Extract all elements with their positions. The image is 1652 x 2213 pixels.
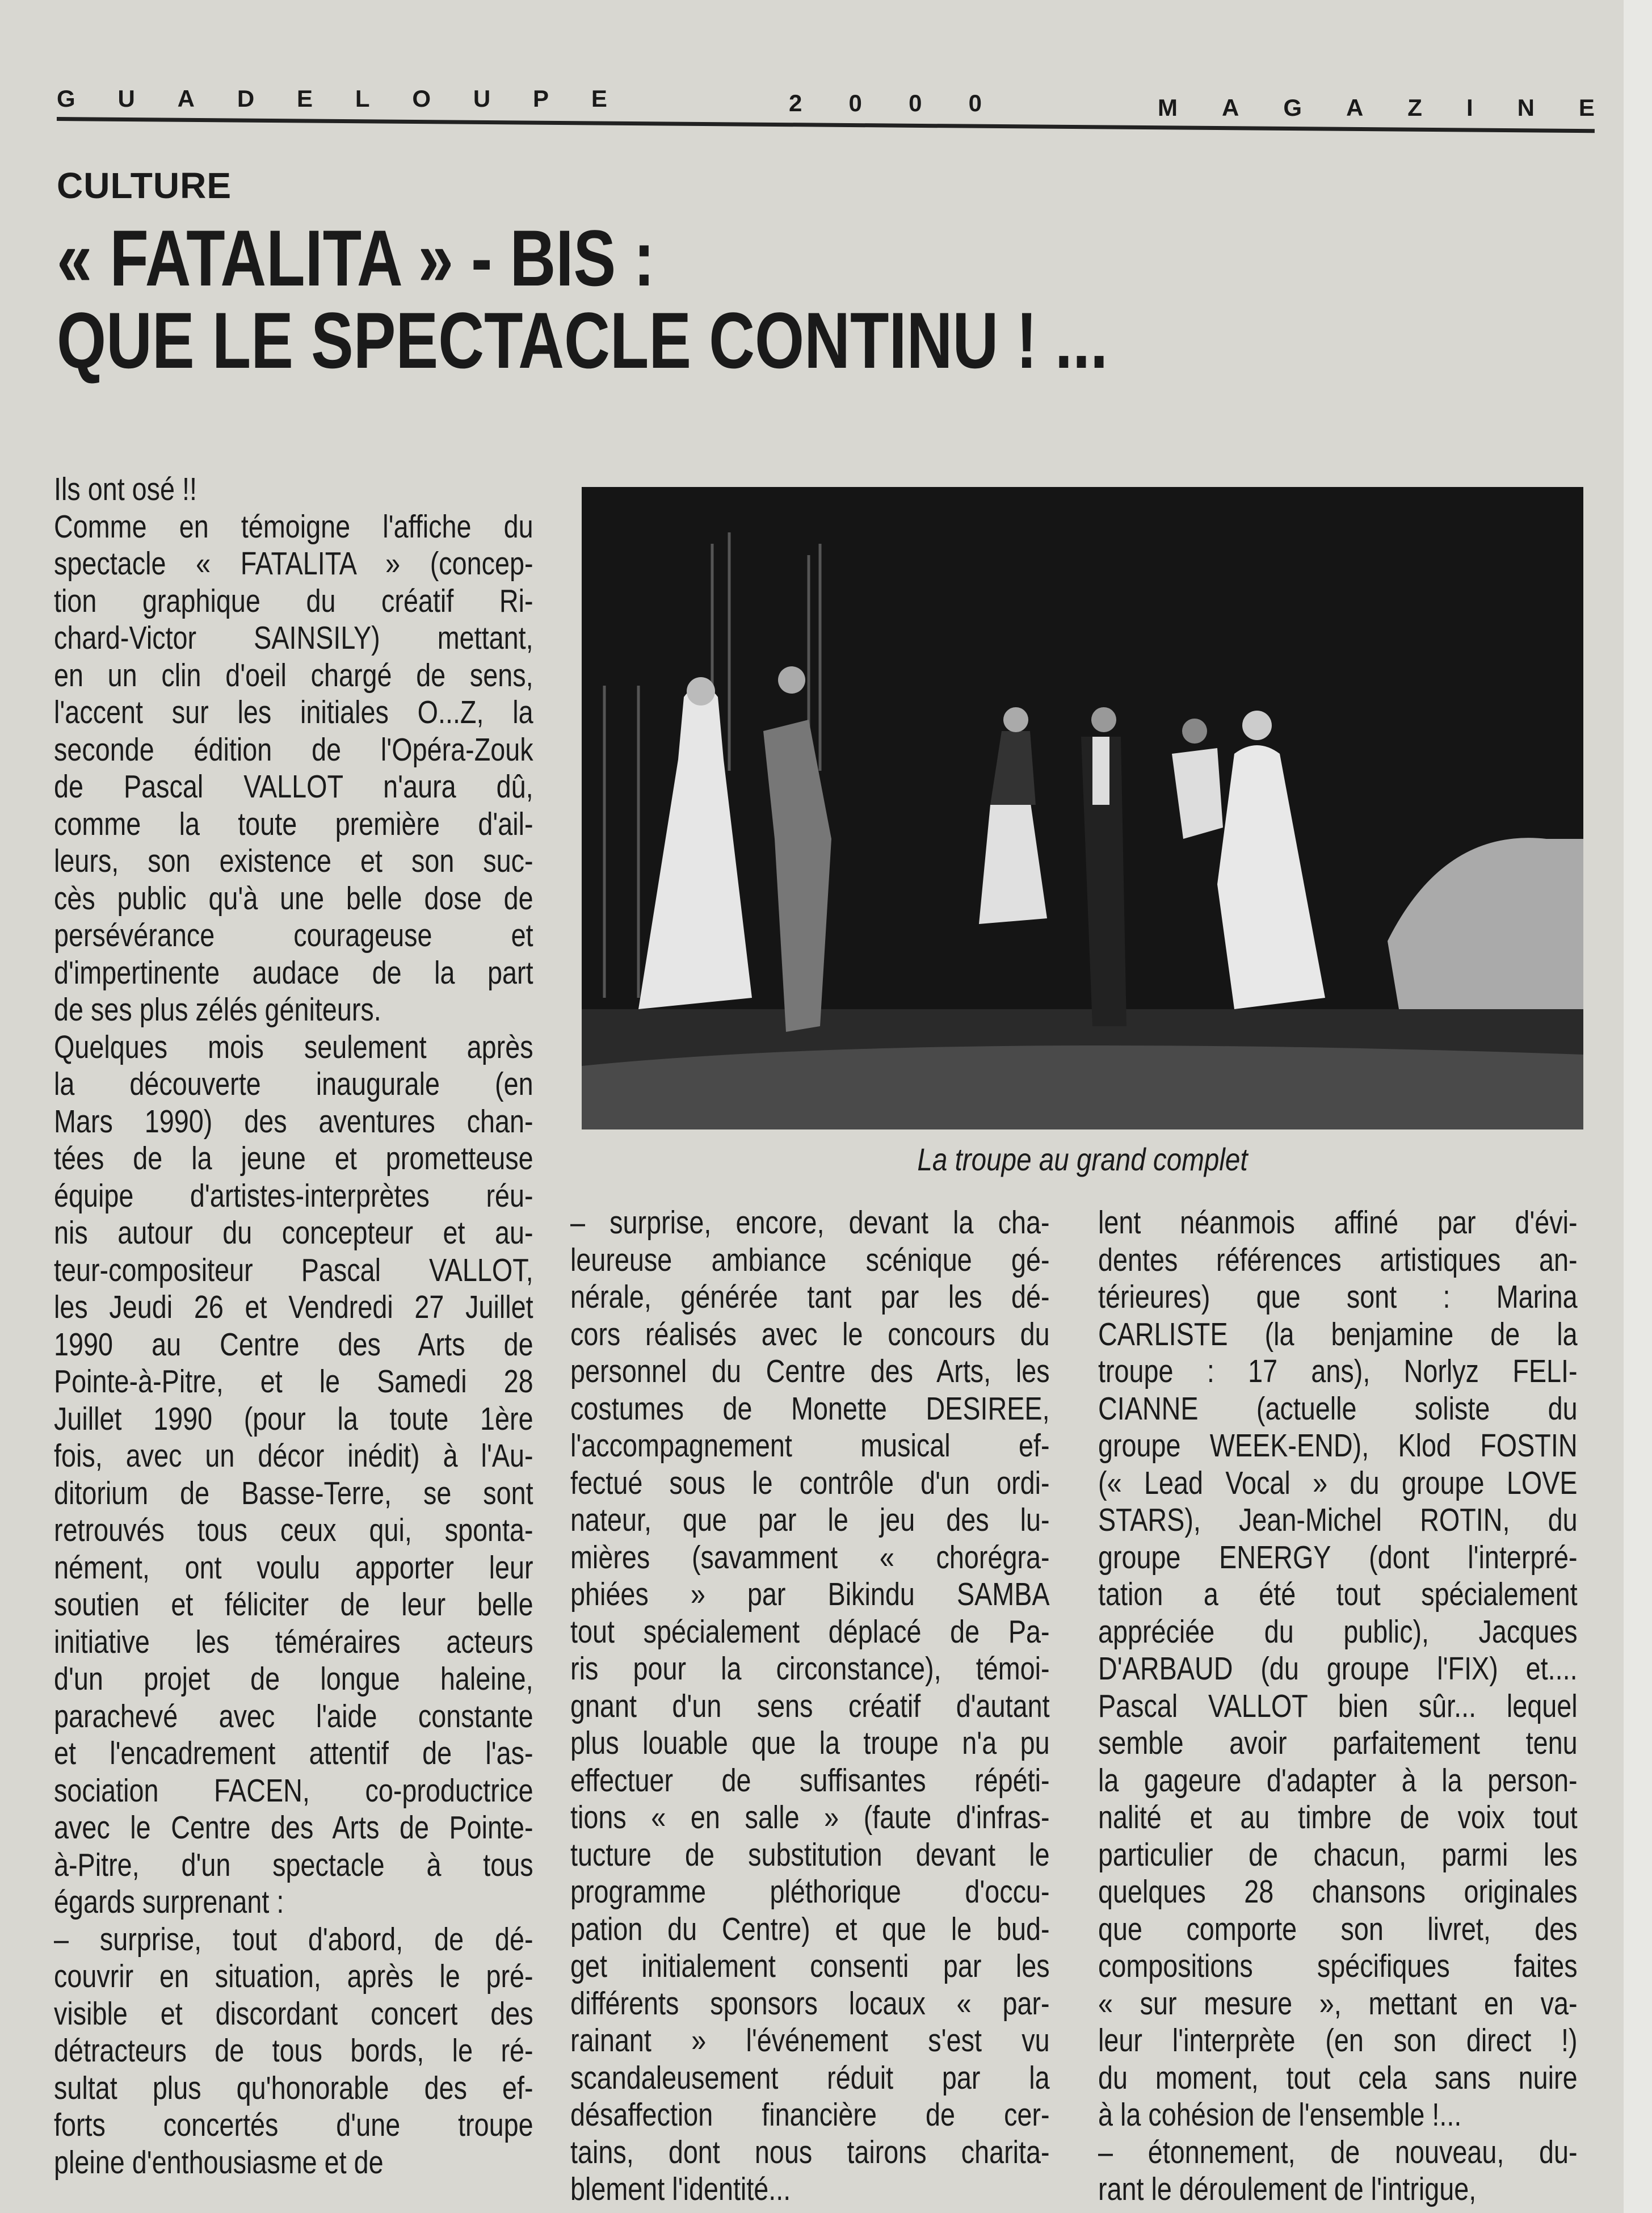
paper-edge	[1624, 0, 1652, 2213]
text-line	[54, 657, 533, 695]
text-line-content: ris pour la circonstance), témoi-	[570, 1651, 1050, 1687]
text-line-content: Comme en témoigne l'affiche du	[54, 508, 533, 545]
text-line-content: particulier de chacun, parmi les	[1098, 1836, 1578, 1873]
text-line	[1098, 1427, 1578, 1465]
text-line-content: en un clin d'oeil chargé de sens,	[54, 657, 533, 694]
text-line-content: l'accompagnement musical ef-	[570, 1427, 1050, 1464]
text-line-content: cès public qu'à une belle dose de	[54, 880, 533, 917]
text-line	[54, 955, 533, 992]
text-line-content: « sur mesure », mettant en va-	[1098, 1985, 1578, 2022]
text-line	[54, 1847, 533, 1884]
text-line	[54, 545, 533, 583]
text-line-content: retrouvés tous ceux qui, sponta-	[54, 1512, 533, 1548]
text-line	[1098, 1874, 1578, 1911]
headline-line-2: QUE LE SPECTACLE CONTINU ! ...	[57, 296, 1108, 385]
text-line	[54, 1549, 533, 1587]
text-line	[54, 2033, 533, 2070]
text-line	[1098, 1911, 1578, 1949]
text-line	[570, 1948, 1050, 1985]
text-line	[570, 1985, 1050, 2023]
text-line-content: quelques 28 chansons originales	[1098, 1874, 1578, 1910]
text-line-content: nérale, générée tant par les dé-	[570, 1279, 1050, 1315]
text-line-content: tains, dont nous tairons charita-	[570, 2134, 1050, 2170]
text-line	[54, 583, 533, 620]
stage-photo-image	[582, 487, 1583, 1129]
text-line	[570, 1651, 1050, 1688]
text-line	[54, 1661, 533, 1698]
text-line	[570, 2134, 1050, 2172]
text-line	[570, 1874, 1050, 1911]
text-line-content: appréciée du public), Jacques	[1098, 1613, 1578, 1650]
text-line	[54, 471, 533, 509]
text-line-content: seconde édition de l'Opéra-Zouk	[54, 731, 533, 768]
text-line	[54, 1103, 533, 1141]
text-line-content: fois, avec un décor inédit) à l'Au-	[54, 1438, 533, 1474]
text-line-content: leurs, son existence et son suc-	[54, 843, 533, 879]
text-line	[570, 2097, 1050, 2134]
text-line-content: visible et discordant concert des	[54, 1995, 533, 2032]
text-line-content: leur l'interprète (en son direct !)	[1098, 2022, 1578, 2059]
text-line	[54, 2070, 533, 2107]
text-line-content: tions « en salle » (faute d'infras-	[570, 1799, 1050, 1836]
text-line	[54, 1215, 533, 1252]
text-line-content: tation a été tout spécialement	[1098, 1576, 1578, 1612]
text-line-content: à la cohésion de l'ensemble !...	[1098, 2097, 1462, 2133]
masthead-text: M A G A Z I N E	[1158, 94, 1595, 121]
masthead	[57, 85, 1595, 131]
text-line	[54, 2107, 533, 2144]
text-line-content: de ses plus zélés géniteurs.	[54, 992, 381, 1028]
text-line	[54, 509, 533, 546]
text-line	[570, 1204, 1050, 1242]
text-line-content: d'impertinente audace de la part	[54, 954, 533, 991]
text-line-content: les Jeudi 26 et Vendredi 27 Juillet	[54, 1289, 533, 1325]
text-line	[1098, 1725, 1578, 1762]
text-line	[54, 1289, 533, 1326]
text-line	[54, 1178, 533, 1215]
text-line-content: CIANNE (actuelle soliste du	[1098, 1390, 1578, 1427]
troupe-photo	[582, 487, 1583, 1129]
text-line	[1098, 2134, 1578, 2172]
text-line-content: fectué sous le contrôle d'un ordi-	[570, 1464, 1050, 1501]
text-line-content: forts concertés d'une troupe	[54, 2107, 533, 2143]
text-line-content: équipe d'artistes-interprètes réu-	[54, 1177, 533, 1214]
text-line-content: scandaleusement réduit par la	[570, 2059, 1050, 2096]
text-line	[54, 1586, 533, 1624]
text-line-content: détracteurs de tous bords, le ré-	[54, 2033, 533, 2069]
text-line-content: chard-Victor SAINSILY) mettant,	[54, 620, 533, 656]
text-line-content: la gageure d'adapter à la person-	[1098, 1762, 1578, 1799]
text-line	[1098, 1465, 1578, 1502]
text-line-content: CARLISTE (la benjamine de la	[1098, 1316, 1578, 1353]
text-line-content: nément, ont voulu apporter leur	[54, 1549, 533, 1586]
text-line	[54, 732, 533, 769]
article-column-3	[1098, 1204, 1578, 2208]
text-line-content: leureuse ambiance scénique gé-	[570, 1241, 1050, 1278]
text-line-content: programme pléthorique d'occu-	[570, 1874, 1050, 1910]
text-line-content: comme la toute première d'ail-	[54, 805, 533, 842]
text-line	[54, 1884, 533, 1921]
text-line-content: nateur, que par le jeu des lu-	[570, 1502, 1050, 1538]
text-line-content: costumes de Monette DESIREE,	[570, 1390, 1050, 1427]
text-line	[54, 1326, 533, 1364]
text-line	[570, 1391, 1050, 1428]
text-line-content: soutien et féliciter de leur belle	[54, 1586, 533, 1623]
text-line-content: lent néanmois affiné par d'évi-	[1098, 1204, 1578, 1241]
text-line-content: différents sponsors locaux « par-	[570, 1985, 1050, 2022]
text-line-content: couvrir en situation, après le pré-	[54, 1958, 533, 1994]
text-line-content: Quelques mois seulement après	[54, 1028, 533, 1065]
text-line	[1098, 1391, 1578, 1428]
text-line	[570, 1725, 1050, 1762]
text-line-content: Juillet 1990 (pour la toute 1ère	[54, 1400, 533, 1437]
text-line	[1098, 1353, 1578, 1391]
text-line-content: cors réalisés avec le concours du	[570, 1316, 1050, 1353]
text-line-content: groupe ENERGY (dont l'interpré-	[1098, 1539, 1578, 1576]
text-line-content: – surprise, encore, devant la cha-	[570, 1204, 1050, 1241]
text-line-content: l'accent sur les initiales O...Z, la	[54, 694, 533, 730]
text-line-content: ditorium de Basse-Terre, se sont	[54, 1475, 533, 1511]
text-line	[1098, 1279, 1578, 1316]
text-line-content: persévérance courageuse et	[54, 917, 533, 954]
text-line-content: parachevé avec l'aide constante	[54, 1698, 533, 1735]
text-line	[54, 620, 533, 657]
text-line	[570, 1465, 1050, 1502]
headline-line-1: « FATALITA » - BIS :	[57, 213, 655, 303]
text-line-content: Ils ont osé !!	[54, 471, 197, 507]
text-line	[1098, 1614, 1578, 1651]
text-line-content: Pointe-à-Pitre, et le Samedi 28	[54, 1363, 533, 1400]
text-line	[1098, 1502, 1578, 1539]
text-line	[1098, 2022, 1578, 2060]
text-line-content: nalité et au timbre de voix tout	[1098, 1799, 1578, 1836]
text-line	[570, 1279, 1050, 1316]
text-line-content: teur-compositeur Pascal VALLOT,	[54, 1252, 533, 1288]
text-line	[1098, 1204, 1578, 1242]
text-line	[54, 1512, 533, 1549]
text-line	[54, 1401, 533, 1438]
text-line	[1098, 2060, 1578, 2097]
text-line-content: Pascal VALLOT bien sûr... lequel	[1098, 1687, 1578, 1724]
text-line	[1098, 1651, 1578, 1688]
text-line-content: tout spécialement déplacé de Pa-	[570, 1613, 1050, 1650]
text-line	[570, 1539, 1050, 1577]
text-line	[570, 1799, 1050, 1837]
text-line-content: get initialement consenti par les	[570, 1948, 1050, 1984]
masthead-year	[789, 90, 982, 117]
text-line	[570, 1762, 1050, 1800]
text-line	[54, 1624, 533, 1661]
text-line-content: – étonnement, de nouveau, du-	[1098, 2134, 1578, 2170]
text-line-content: 1990 au Centre des Arts de	[54, 1326, 533, 1363]
text-line-content: gnant d'un sens créatif d'autant	[570, 1687, 1050, 1724]
text-line-content: tion graphique du créatif Ri-	[54, 582, 533, 619]
text-line	[570, 1316, 1050, 1354]
text-line	[570, 1242, 1050, 1279]
text-line-content: tées de la jeune et prometteuse	[54, 1140, 533, 1177]
text-line-content: spectacle « FATALITA » (concep-	[54, 545, 533, 582]
photo-caption: La troupe au grand complet	[917, 1141, 1248, 1177]
text-line	[570, 1502, 1050, 1539]
text-line	[54, 880, 533, 918]
text-line	[570, 2060, 1050, 2097]
text-line-content: désaffection financière de cer-	[570, 2097, 1050, 2133]
text-line	[1098, 2171, 1578, 2208]
text-line-content: D'ARBAUD (du groupe l'FIX) et....	[1098, 1651, 1578, 1687]
text-line	[570, 2022, 1050, 2060]
text-line	[570, 1688, 1050, 1725]
text-line-content: tucture de substitution devant le	[570, 1836, 1050, 1873]
masthead-text: 2 0 0 0	[789, 90, 982, 116]
text-line	[1098, 1985, 1578, 2023]
text-line-content: troupe : 17 ans), Norlyz FELI-	[1098, 1353, 1578, 1389]
text-line	[54, 1438, 533, 1475]
text-line	[1098, 1576, 1578, 1614]
text-line-content: semble avoir parfaitement tenu	[1098, 1725, 1578, 1761]
text-line-content: d'un projet de longue haleine,	[54, 1661, 533, 1697]
masthead-magazine	[1158, 94, 1595, 121]
text-line	[570, 1353, 1050, 1391]
text-line-content: personnel du Centre des Arts, les	[570, 1353, 1050, 1389]
text-line-content: à-Pitre, d'un spectacle à tous	[54, 1846, 533, 1883]
text-line	[54, 1958, 533, 1996]
text-line-content: – surprise, tout d'abord, de dé-	[54, 1921, 533, 1958]
text-line	[1098, 1837, 1578, 1874]
text-line	[54, 1921, 533, 1959]
text-line-content: plus louable que la troupe n'a pu	[570, 1725, 1050, 1761]
text-line-content: nis autour du concepteur et au-	[54, 1215, 533, 1251]
text-line-content: rainant » l'événement s'est vu	[570, 2022, 1050, 2059]
text-line-content: avec le Centre des Arts de Pointe-	[54, 1809, 533, 1846]
text-line-content: effectuer de suffisantes répéti-	[570, 1762, 1050, 1799]
text-line	[54, 917, 533, 955]
text-line	[1098, 1316, 1578, 1354]
text-line	[570, 1614, 1050, 1651]
text-line	[54, 1363, 533, 1401]
text-line-content: pation du Centre) et que le bud-	[570, 1910, 1050, 1947]
text-line-content: que comporte son livret, des	[1098, 1910, 1578, 1947]
text-line	[570, 1576, 1050, 1614]
text-line-content: pleine d'enthousiasme et de	[54, 2144, 384, 2181]
text-line-content: mières (savamment « chorégra-	[570, 1539, 1050, 1576]
text-line-content: compositions spécifiques faites	[1098, 1948, 1578, 1984]
text-line	[54, 1066, 533, 1103]
text-line-content: sultat plus qu'honorable des ef-	[54, 2069, 533, 2106]
text-line	[570, 1427, 1050, 1465]
text-line	[570, 2171, 1050, 2208]
text-line	[54, 1698, 533, 1736]
text-line	[1098, 2097, 1578, 2134]
text-line	[54, 2144, 533, 2182]
text-line	[1098, 1948, 1578, 1985]
text-line-content: la découverte inaugurale (en	[54, 1066, 533, 1102]
text-line	[54, 1252, 533, 1290]
text-line-content: blement l'identité...	[570, 2171, 791, 2207]
text-line	[1098, 1688, 1578, 1725]
text-line-content: Mars 1990) des aventures chan-	[54, 1103, 533, 1140]
text-line	[1098, 1799, 1578, 1837]
text-line	[54, 769, 533, 806]
text-line-content: STARS), Jean-Michel ROTIN, du	[1098, 1502, 1578, 1538]
text-line	[54, 806, 533, 843]
text-line	[1098, 1762, 1578, 1800]
text-line	[54, 694, 533, 732]
text-line-content: dentes références artistiques an-	[1098, 1241, 1578, 1278]
text-line	[54, 843, 533, 880]
text-line-content: de Pascal VALLOT n'aura dû,	[54, 769, 533, 805]
text-line-content: du moment, tout cela sans nuire	[1098, 2059, 1578, 2096]
masthead-text: G U A D E L O U P E	[57, 85, 607, 112]
text-line-content: rant le déroulement de l'intrigue,	[1098, 2171, 1477, 2207]
text-line	[570, 1837, 1050, 1874]
text-line	[570, 1911, 1050, 1949]
text-line-content: (« Lead Vocal » du groupe LOVE	[1098, 1464, 1578, 1501]
text-line	[54, 1029, 533, 1066]
text-line	[54, 1996, 533, 2033]
text-line	[54, 1735, 533, 1773]
text-line	[1098, 1242, 1578, 1279]
article-column-2	[570, 1204, 1050, 2208]
text-line-content: térieures) que sont : Marina	[1098, 1279, 1578, 1315]
text-line-content: phiées » par Bikindu SAMBA	[570, 1576, 1050, 1612]
section-label: CULTURE	[57, 165, 232, 206]
text-line-content: égards surprenant :	[54, 1884, 284, 1920]
text-line	[54, 1773, 533, 1810]
text-line-content: et l'encadrement attentif de l'as-	[54, 1735, 533, 1771]
text-line	[54, 1140, 533, 1178]
text-line	[1098, 1539, 1578, 1577]
text-line	[54, 1475, 533, 1513]
text-line-content: sociation FACEN, co-productrice	[54, 1772, 533, 1809]
text-line-content: initiative les téméraires acteurs	[54, 1623, 533, 1660]
article-column-1	[54, 471, 533, 2181]
text-line-content: groupe WEEK-END), Klod FOSTIN	[1098, 1427, 1578, 1464]
masthead-title	[57, 85, 607, 112]
text-line	[54, 992, 533, 1029]
text-line	[54, 1809, 533, 1847]
